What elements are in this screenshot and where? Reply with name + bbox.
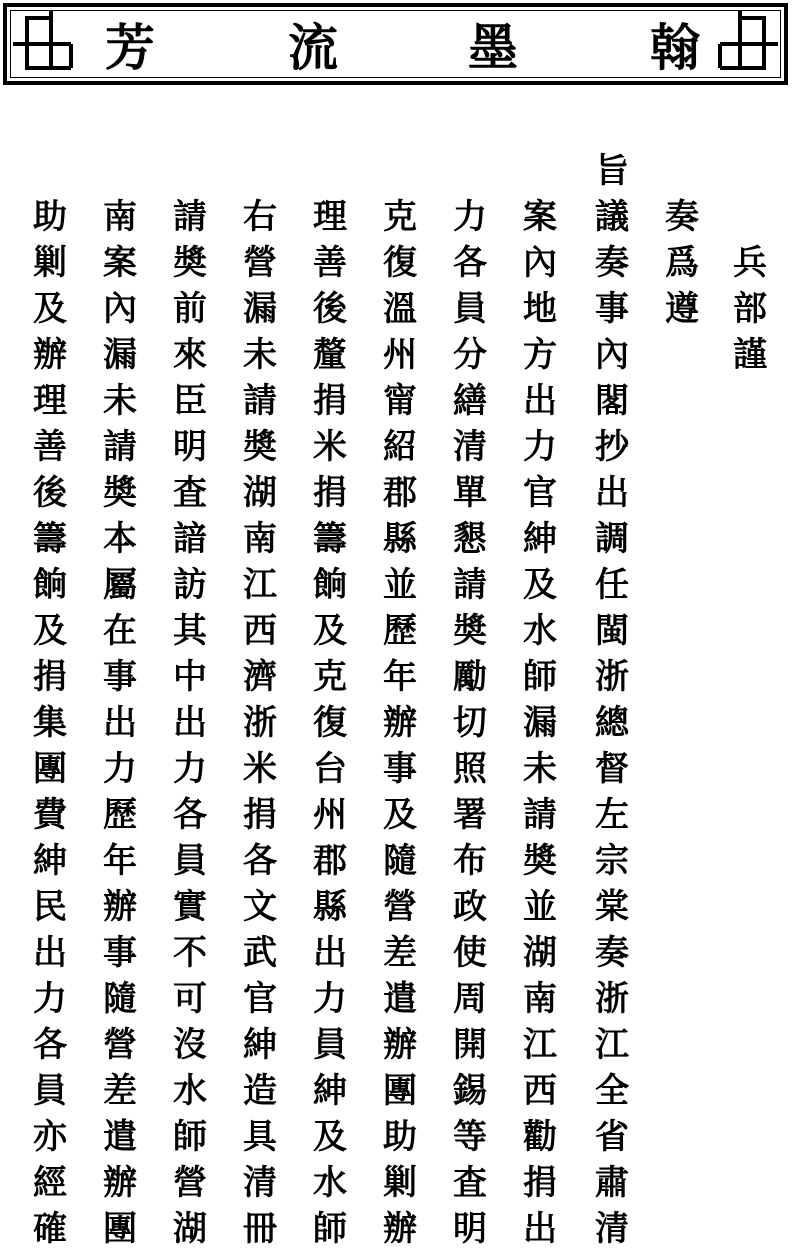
text-column-7 bbox=[310, 194, 350, 1252]
text-char: 出 bbox=[523, 381, 557, 421]
text-column-4 bbox=[520, 194, 560, 1252]
text-char: 錫 bbox=[453, 1071, 487, 1111]
text-char: 閩 bbox=[595, 611, 629, 651]
text-char: 濟 bbox=[243, 657, 277, 697]
text-char: 南 bbox=[523, 979, 557, 1019]
text-char: 全 bbox=[595, 1071, 629, 1111]
text-char: 實 bbox=[173, 887, 207, 927]
text-char: 文 bbox=[243, 887, 277, 927]
text-char: 浙 bbox=[595, 657, 629, 697]
text-char: 切 bbox=[453, 703, 487, 743]
text-char: 出 bbox=[313, 933, 347, 973]
text-char: 調 bbox=[595, 519, 629, 559]
text-char: 浙 bbox=[595, 979, 629, 1019]
text-char: 江 bbox=[243, 565, 277, 605]
text-char: 官 bbox=[243, 979, 277, 1019]
text-char: 浙 bbox=[243, 703, 277, 743]
text-char: 差 bbox=[103, 1071, 137, 1111]
text-char: 確 bbox=[33, 1209, 67, 1249]
text-char: 査 bbox=[453, 1163, 487, 1203]
text-char: 事 bbox=[383, 749, 417, 789]
text-char: 清 bbox=[595, 1209, 629, 1249]
text-char: 訪 bbox=[173, 565, 207, 605]
text-char: 單 bbox=[453, 473, 487, 513]
text-char: 師 bbox=[313, 1209, 347, 1249]
text-char: 右 bbox=[243, 197, 277, 237]
text-char: 內 bbox=[595, 335, 629, 375]
text-char: 力 bbox=[453, 197, 487, 237]
text-char: 奏 bbox=[595, 243, 629, 283]
text-char: 團 bbox=[103, 1209, 137, 1249]
text-char: 辦 bbox=[383, 1209, 417, 1249]
text-char: 州 bbox=[313, 795, 347, 835]
text-char: 請 bbox=[103, 427, 137, 467]
text-char: 力 bbox=[173, 749, 207, 789]
text-char: 辦 bbox=[33, 335, 67, 375]
text-char: 員 bbox=[313, 1025, 347, 1065]
text-char: 復 bbox=[313, 703, 347, 743]
text-char: 總 bbox=[595, 703, 629, 743]
text-char: 案 bbox=[523, 197, 557, 237]
text-char: 奬 bbox=[173, 243, 207, 283]
text-char: 分 bbox=[453, 335, 487, 375]
text-char: 經 bbox=[33, 1163, 67, 1203]
text-column-3 bbox=[592, 148, 632, 1252]
text-char: 江 bbox=[595, 1025, 629, 1065]
text-char: 在 bbox=[103, 611, 137, 651]
text-char: 營 bbox=[173, 1163, 207, 1203]
text-char: 剿 bbox=[383, 1163, 417, 1203]
text-char: 奏 bbox=[665, 197, 699, 237]
text-char: 江 bbox=[523, 1025, 557, 1065]
text-char: 年 bbox=[103, 841, 137, 881]
text-char: 並 bbox=[383, 565, 417, 605]
text-char: 遣 bbox=[383, 979, 417, 1019]
text-char: 屬 bbox=[103, 565, 137, 605]
text-char: 郡 bbox=[313, 841, 347, 881]
text-char: 善 bbox=[313, 243, 347, 283]
text-char: 營 bbox=[243, 243, 277, 283]
text-char: 湖 bbox=[523, 933, 557, 973]
text-char: 郡 bbox=[383, 473, 417, 513]
text-char: 謹 bbox=[733, 335, 767, 375]
text-char: 任 bbox=[595, 565, 629, 605]
text-char: 隨 bbox=[103, 979, 137, 1019]
text-char: 溫 bbox=[383, 289, 417, 329]
text-char: 來 bbox=[173, 335, 207, 375]
text-char: 米 bbox=[313, 427, 347, 467]
text-char: 剿 bbox=[33, 243, 67, 283]
text-char: 師 bbox=[523, 657, 557, 697]
text-char: 水 bbox=[313, 1163, 347, 1203]
text-char: 辦 bbox=[103, 887, 137, 927]
text-char: 出 bbox=[103, 703, 137, 743]
text-char: 宗 bbox=[595, 841, 629, 881]
text-char: 各 bbox=[243, 841, 277, 881]
text-char: 遵 bbox=[665, 289, 699, 329]
text-char: 閣 bbox=[595, 381, 629, 421]
text-char: 釐 bbox=[313, 335, 347, 375]
text-char: 清 bbox=[243, 1163, 277, 1203]
text-char: 克 bbox=[383, 197, 417, 237]
text-char: 捐 bbox=[313, 473, 347, 513]
title-char-liu: 流 bbox=[288, 18, 338, 77]
text-char: 水 bbox=[173, 1071, 207, 1111]
text-char: 其 bbox=[173, 611, 207, 651]
text-char: 營 bbox=[383, 887, 417, 927]
text-char: 助 bbox=[33, 197, 67, 237]
text-char: 台 bbox=[313, 749, 347, 789]
text-char: 縣 bbox=[313, 887, 347, 927]
text-char: 善 bbox=[33, 427, 67, 467]
text-char: 可 bbox=[173, 979, 207, 1019]
text-char: 西 bbox=[243, 611, 277, 651]
text-char: 奬 bbox=[243, 427, 277, 467]
text-char: 隨 bbox=[383, 841, 417, 881]
text-char: 勵 bbox=[453, 657, 487, 697]
text-char: 歷 bbox=[383, 611, 417, 651]
text-char: 捐 bbox=[243, 795, 277, 835]
text-char: 事 bbox=[595, 289, 629, 329]
text-char: 具 bbox=[243, 1117, 277, 1157]
text-char: 及 bbox=[33, 289, 67, 329]
text-char: 團 bbox=[383, 1071, 417, 1111]
text-char: 奬 bbox=[523, 841, 557, 881]
text-char: 沒 bbox=[173, 1025, 207, 1065]
text-char: 政 bbox=[453, 887, 487, 927]
text-char: 請 bbox=[243, 381, 277, 421]
text-char: 後 bbox=[313, 289, 347, 329]
text-char: 各 bbox=[173, 795, 207, 835]
text-char: 省 bbox=[595, 1117, 629, 1157]
text-char: 不 bbox=[173, 933, 207, 973]
text-char: 漏 bbox=[523, 703, 557, 743]
text-char: 及 bbox=[383, 795, 417, 835]
text-char: 力 bbox=[523, 427, 557, 467]
text-char: 員 bbox=[453, 289, 487, 329]
text-char: 後 bbox=[33, 473, 67, 513]
text-char: 湖 bbox=[173, 1209, 207, 1249]
text-char: 漏 bbox=[243, 289, 277, 329]
text-char: 繕 bbox=[453, 381, 487, 421]
text-char: 理 bbox=[33, 381, 67, 421]
text-char: 武 bbox=[243, 933, 277, 973]
text-char: 及 bbox=[313, 1117, 347, 1157]
text-column-11 bbox=[30, 194, 70, 1252]
text-char: 州 bbox=[383, 335, 417, 375]
text-char: 捐 bbox=[523, 1163, 557, 1203]
text-char: 請 bbox=[523, 795, 557, 835]
text-char: 兵 bbox=[733, 243, 767, 283]
text-char: 辦 bbox=[103, 1163, 137, 1203]
text-char: 各 bbox=[453, 243, 487, 283]
text-char: 部 bbox=[733, 289, 767, 329]
text-char: 籌 bbox=[313, 519, 347, 559]
text-char: 差 bbox=[383, 933, 417, 973]
text-char: 助 bbox=[383, 1117, 417, 1157]
text-char: 辦 bbox=[383, 1025, 417, 1065]
text-char: 米 bbox=[243, 749, 277, 789]
text-char: 未 bbox=[243, 335, 277, 375]
text-char: 官 bbox=[523, 473, 557, 513]
text-char: 未 bbox=[103, 381, 137, 421]
text-char: 事 bbox=[103, 933, 137, 973]
text-char: 力 bbox=[33, 979, 67, 1019]
text-column-9 bbox=[170, 194, 210, 1252]
text-char: 及 bbox=[313, 611, 347, 651]
text-char: 布 bbox=[453, 841, 487, 881]
text-char: 內 bbox=[103, 289, 137, 329]
text-char: 中 bbox=[173, 657, 207, 697]
text-char: 請 bbox=[173, 197, 207, 237]
text-char: 遣 bbox=[103, 1117, 137, 1157]
text-char: 員 bbox=[33, 1071, 67, 1111]
text-char: 周 bbox=[453, 979, 487, 1019]
text-char: 清 bbox=[453, 427, 487, 467]
text-column-5 bbox=[450, 194, 490, 1252]
text-char: 紳 bbox=[313, 1071, 347, 1111]
text-char: 餉 bbox=[313, 565, 347, 605]
text-char: 亦 bbox=[33, 1117, 67, 1157]
text-char: 造 bbox=[243, 1071, 277, 1111]
text-char: 集 bbox=[33, 703, 67, 743]
text-char: 奏 bbox=[595, 933, 629, 973]
text-char: 水 bbox=[523, 611, 557, 651]
text-char: 紳 bbox=[523, 519, 557, 559]
text-char: 開 bbox=[453, 1025, 487, 1065]
text-char: 力 bbox=[313, 979, 347, 1019]
text-char: 師 bbox=[173, 1117, 207, 1157]
text-char: 捐 bbox=[313, 381, 347, 421]
text-column-6 bbox=[380, 194, 420, 1252]
text-char: 出 bbox=[33, 933, 67, 973]
text-char: 南 bbox=[103, 197, 137, 237]
text-char: 明 bbox=[453, 1209, 487, 1249]
text-char: 案 bbox=[103, 243, 137, 283]
text-char: 理 bbox=[313, 197, 347, 237]
text-char: 抄 bbox=[595, 427, 629, 467]
text-char: 出 bbox=[173, 703, 207, 743]
text-char: 肅 bbox=[595, 1163, 629, 1203]
text-char: 事 bbox=[103, 657, 137, 697]
text-char: 本 bbox=[103, 519, 137, 559]
text-char: 方 bbox=[523, 335, 557, 375]
text-char: 冊 bbox=[243, 1209, 277, 1249]
text-char: 歷 bbox=[103, 795, 137, 835]
text-char: 地 bbox=[523, 289, 557, 329]
text-char: 復 bbox=[383, 243, 417, 283]
title-char-han: 翰 bbox=[650, 18, 700, 77]
text-char: 出 bbox=[595, 473, 629, 513]
text-char: 勸 bbox=[523, 1117, 557, 1157]
text-char: 內 bbox=[523, 243, 557, 283]
text-char: 旨 bbox=[595, 151, 629, 191]
text-char: 員 bbox=[173, 841, 207, 881]
text-char: 力 bbox=[103, 749, 137, 789]
fret-ornament-left-icon bbox=[13, 10, 77, 78]
text-char: 南 bbox=[243, 519, 277, 559]
text-char: 並 bbox=[523, 887, 557, 927]
text-char: 奬 bbox=[103, 473, 137, 513]
text-char: 營 bbox=[103, 1025, 137, 1065]
title-char-mo: 墨 bbox=[468, 18, 518, 77]
text-char: 辦 bbox=[383, 703, 417, 743]
text-char: 及 bbox=[33, 611, 67, 651]
text-char: 諳 bbox=[173, 519, 207, 559]
text-char: 紳 bbox=[33, 841, 67, 881]
text-char: 紳 bbox=[243, 1025, 277, 1065]
text-char: 及 bbox=[523, 565, 557, 605]
text-column-10 bbox=[100, 194, 140, 1252]
text-char: 督 bbox=[595, 749, 629, 789]
text-char: 懇 bbox=[453, 519, 487, 559]
text-char: 費 bbox=[33, 795, 67, 835]
text-char: 照 bbox=[453, 749, 487, 789]
text-char: 等 bbox=[453, 1117, 487, 1157]
title-banner bbox=[3, 3, 788, 85]
text-char: 署 bbox=[453, 795, 487, 835]
text-char: 湖 bbox=[243, 473, 277, 513]
text-char: 漏 bbox=[103, 335, 137, 375]
text-char: 紹 bbox=[383, 427, 417, 467]
text-char: 爲 bbox=[665, 243, 699, 283]
text-char: 西 bbox=[523, 1071, 557, 1111]
text-char: 年 bbox=[383, 657, 417, 697]
text-char: 使 bbox=[453, 933, 487, 973]
text-char: 左 bbox=[595, 795, 629, 835]
text-char: 克 bbox=[313, 657, 347, 697]
text-char: 各 bbox=[33, 1025, 67, 1065]
text-char: 査 bbox=[173, 473, 207, 513]
text-char: 餉 bbox=[33, 565, 67, 605]
text-char: 棠 bbox=[595, 887, 629, 927]
text-char: 臣 bbox=[173, 381, 207, 421]
text-column-1 bbox=[730, 240, 770, 378]
text-char: 捐 bbox=[33, 657, 67, 697]
text-char: 議 bbox=[595, 197, 629, 237]
text-char: 未 bbox=[523, 749, 557, 789]
text-char: 奬 bbox=[453, 611, 487, 651]
text-column-8 bbox=[240, 194, 280, 1252]
text-char: 出 bbox=[523, 1209, 557, 1249]
text-char: 請 bbox=[453, 565, 487, 605]
text-char: 前 bbox=[173, 289, 207, 329]
text-char: 甯 bbox=[383, 381, 417, 421]
fret-ornament-right-icon bbox=[714, 10, 778, 78]
text-char: 縣 bbox=[383, 519, 417, 559]
text-column-2 bbox=[662, 194, 702, 332]
title-char-fang: 芳 bbox=[105, 18, 155, 77]
text-char: 籌 bbox=[33, 519, 67, 559]
text-char: 明 bbox=[173, 427, 207, 467]
text-char: 民 bbox=[33, 887, 67, 927]
text-char: 團 bbox=[33, 749, 67, 789]
